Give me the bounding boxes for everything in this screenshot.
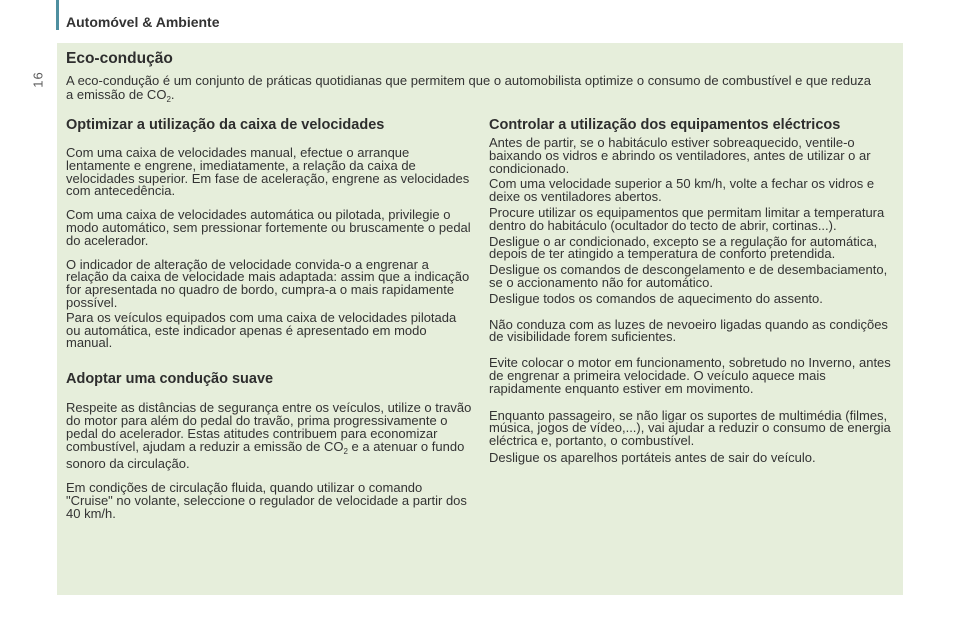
- intro-text: A eco-condução é um conjunto de práticas quotidianas que permitem que o automobilista optimize o consumo de combustível e que reduza a emissão de CO: [66, 73, 872, 102]
- smooth-paragraph-cruise: Em condições de circulação fluida, quando utilizar o comando "Cruise" no volante, seleccione o regulador de velocidade a partir dos 40 km/h.: [66, 480, 467, 521]
- gearbox-paragraph-indicator-mode: Para os veículos equipados com uma caixa de velocidades pilotada ou automática, este indicador apenas é apresentado em modo manual.: [66, 309, 457, 351]
- smooth-paragraph-distances: [66, 402, 472, 471]
- left-column: [66, 117, 472, 521]
- electrical-paragraph-air-conditioning: Desligue o ar condicionado, excepto se a regulação for automática, depois de ter atingido a temperatura de conforto pretendida.: [489, 233, 878, 262]
- gearbox-paragraph-automatic: Com uma caixa de velocidades automática ou pilotada, privilegie o modo automático, sem pressionar fortemente ou bruscamente o pedal do acelerador.: [66, 207, 471, 248]
- electrical-paragraph-temperature: Procure utilizar os equipamentos que permitam limitar a temperatura dentro do habitáculo (ocultador do tecto de abrir, cortinas...).: [489, 204, 885, 233]
- electrical-paragraph-fog-lights: Não conduza com as luzes de nevoeiro ligadas quando as condições de visibilidade forem suficientes.: [489, 316, 888, 345]
- gearbox-paragraph-manual: Com uma caixa de velocidades manual, efectue o arranque lentamente e engrene, imediatamente, a relação da caixa de velocidades superior. Em fase de aceleração, engrene as velocidades com antecedência.: [66, 145, 470, 199]
- right-column: [489, 117, 897, 465]
- section-accent-bar: [56, 0, 59, 30]
- smooth-text: Respeite as distâncias de segurança entre os veículos, utilize o travão do motor para além do pedal do travão, prima progressivamente o pedal do acelerador. Estas atitudes contribuem para economizar combustível, ajudam a reduzir a emissão de CO: [66, 400, 472, 454]
- gearbox-paragraph-indicator: O indicador de alteração de velocidade convida-o a engrenar a relação da caixa de velocidade mais adaptada: assim que a indicação for apresentada no quadro de bordo, cumpra-a o mais rapidamente possível.: [66, 256, 470, 310]
- smooth-driving-heading: Adoptar uma condução suave: [66, 371, 274, 388]
- eco-driving-panel: [57, 43, 903, 595]
- electrical-paragraph-speed: Com uma velocidade superior a 50 km/h, volte a fechar os vidros e deixe os ventiladores abertos.: [489, 176, 875, 205]
- electrical-paragraph-ventilate: Antes de partir, se o habitáculo estiver sobreaquecido, ventile-o baixando os vidros e abrindo os ventiladores, antes de utilizar o ar condicionado.: [489, 135, 871, 176]
- eco-driving-intro: [66, 74, 876, 107]
- electrical-paragraph-portable-devices: Desligue os aparelhos portáteis antes de sair do veículo.: [489, 449, 816, 465]
- electrical-paragraph-defrost: Desligue os comandos de descongelamento e de desembaciamento, se o accionamento não for automático.: [489, 262, 888, 290]
- intro-text-end: .: [170, 87, 175, 102]
- page-number: 16: [30, 71, 46, 88]
- electrical-paragraph-seat-heating: Desligue todos os comandos de aquecimento do assento.: [489, 290, 823, 306]
- co2-subscript: 2: [343, 446, 348, 456]
- eco-driving-heading: Eco-condução: [66, 50, 173, 67]
- electrical-paragraph-multimedia: Enquanto passageiro, se não ligar os suportes de multimédia (filmes, música, jogos de vídeo,...), vai ajudar a reduzir o consumo de energia eléctrica e, portanto, o combustível.: [489, 407, 891, 449]
- electrical-heading: Controlar a utilização dos equipamentos eléctricos: [489, 117, 841, 133]
- smooth-text-end: e a atenuar o fundo sonoro da circulação.: [66, 438, 465, 472]
- gearbox-heading: Optimizar a utilização da caixa de velocidades: [66, 117, 385, 133]
- section-title: Automóvel & Ambiente: [66, 14, 220, 30]
- co2-subscript: 2: [166, 95, 171, 104]
- electrical-paragraph-engine-start: Evite colocar o motor em funcionamento, sobretudo no Inverno, antes de engrenar a primeira velocidade. O veículo aquece mais rapidamente enquanto estiver em movimento.: [489, 355, 891, 396]
